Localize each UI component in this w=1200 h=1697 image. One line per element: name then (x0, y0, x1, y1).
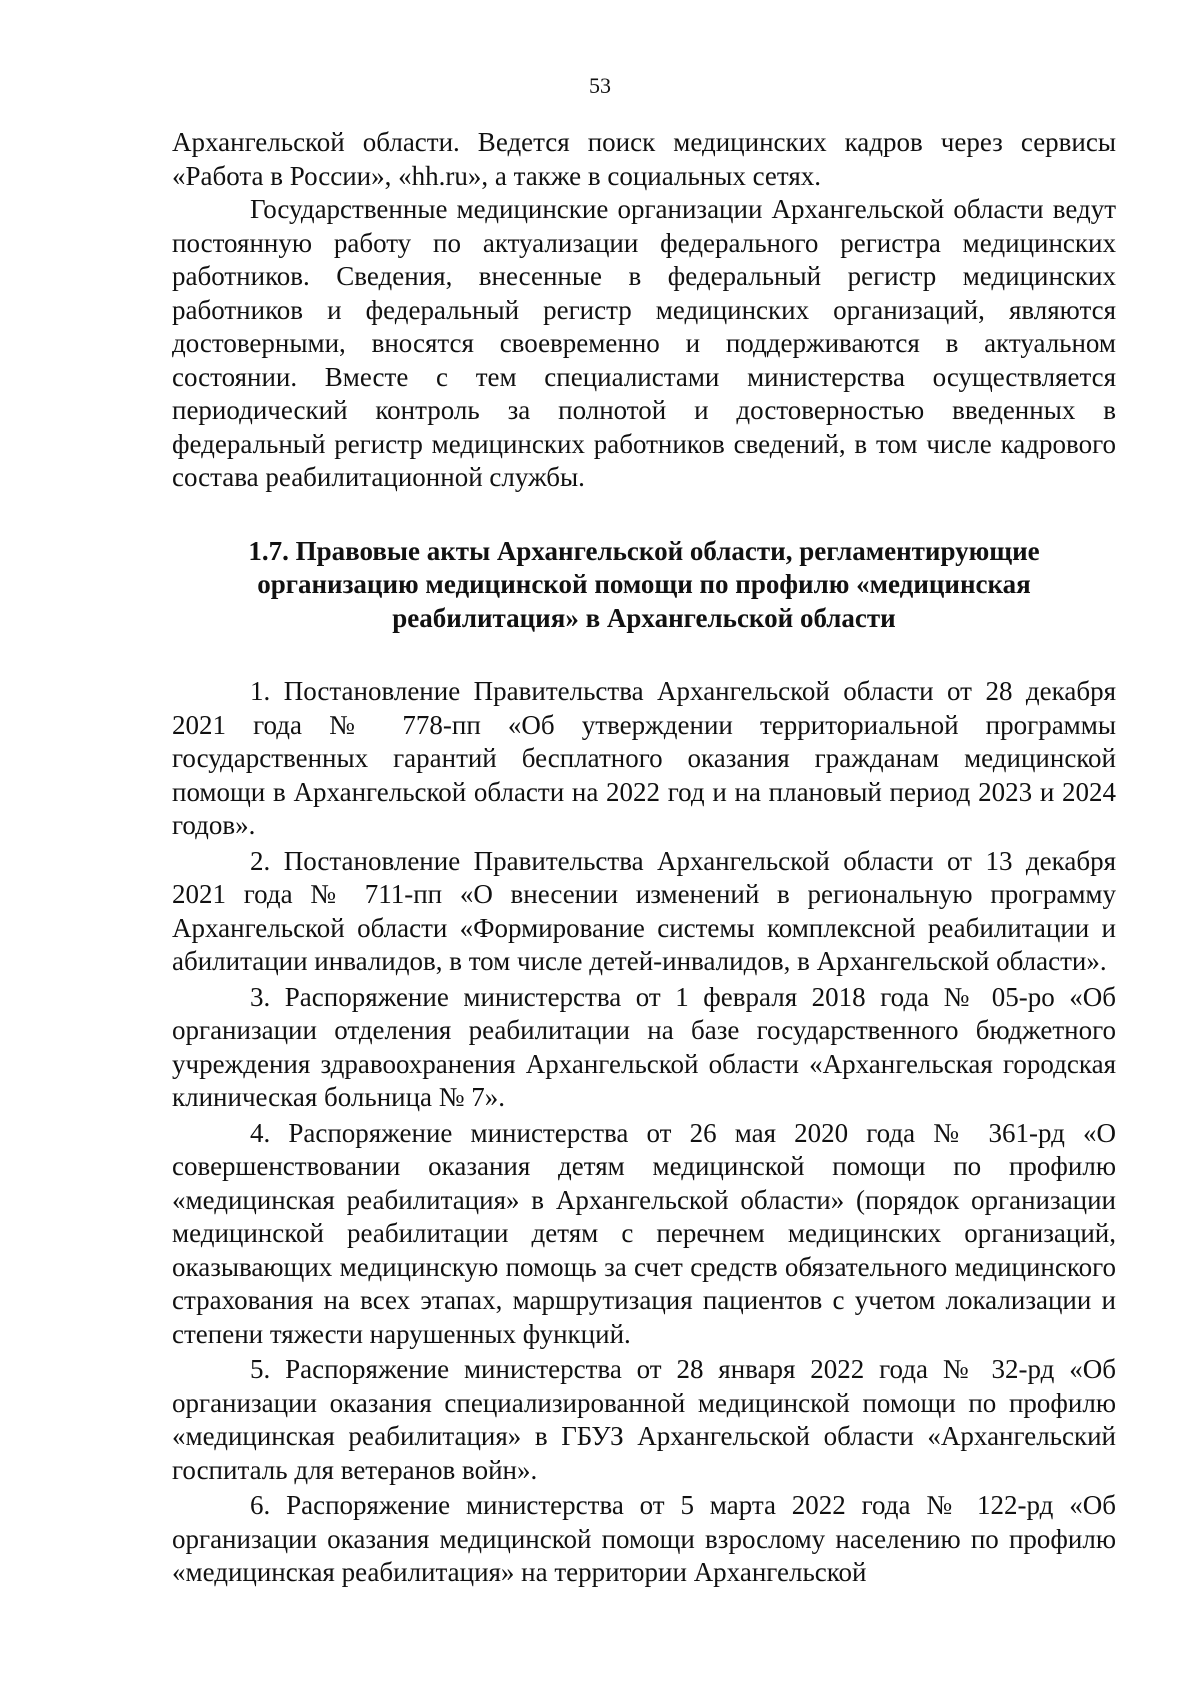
continuation-paragraph: Архангельской области. Ведется поиск медицинских кадров через сервисы «Работа в России», «hh.ru», а также в социальных сетях. (172, 127, 1116, 191)
legal-act-item-4: 4. Распоряжение министерства от 26 мая 2020 года № 361-рд «О совершенствовании оказания детям медицинской помощи по профилю «медицинская реабилитация» в Архангельской области» (порядок организации медицинской реабилитации детям с перечнем медицинских организаций, оказывающих медицинскую помощь за счет средств обязательного медицинского страхования на всех этапах, маршрутизация пациентов с учетом локализации и степени тяжести нарушенных функций. (172, 1117, 1116, 1349)
page-content (172, 126, 1116, 1592)
legal-act-item-2: 2. Постановление Правительства Архангельской области от 13 декабря 2021 года № 711-пп «О внесении изменений в региональную программу Архангельской области «Формирование системы комплексной реабилитации и абилитации инвалидов, в том числе детей-инвалидов, в Архангельской области». (172, 845, 1116, 976)
page-number: 53 (589, 73, 611, 98)
section-heading-line: 1.7. Правовые акты Архангельской области, регламентирующие (248, 535, 1040, 566)
legal-act-item-5: 5. Распоряжение министерства от 28 января 2022 года № 32-рд «Об организации оказания специализированной медицинской помощи по профилю «медицинская реабилитация» в ГБУЗ Архангельской области «Архангельский госпиталь для ветеранов войн». (172, 1354, 1116, 1485)
legal-act-item-6: 6. Распоряжение министерства от 5 марта 2022 года № 122-рд «Об организации оказания медицинской помощи взрослому населению по профилю «медицинская реабилитация» на территории Архангельской (172, 1490, 1116, 1587)
section-heading (172, 535, 1116, 636)
section-heading-line: организацию медицинской помощи по профилю «медицинская (257, 569, 1031, 599)
legal-act-item-3: 3. Распоряжение министерства от 1 февраля 2018 года № 05-ро «Об организации отделения реабилитации на базе государственного бюджетного учреждения здравоохранения Архангельской области «Архангельская городская клиническая больница № 7». (172, 981, 1116, 1112)
section-heading-line: реабилитация» в Архангельской области (392, 602, 896, 633)
registry-paragraph: Государственные медицинские организации Архангельской области ведут постоянную работу по актуализации федерального регистра медицинских работников. Сведения, внесенные в федеральный регистр медицинских работников и федеральный регистр медицинских организаций, являются достоверными, вносятся своевременно и поддерживаются в актуальном состоянии. Вместе с тем специалистами министерства осуществляется периодический контроль за полнотой и достоверностью введенных в федеральный регистр медицинских работников сведений, в том числе кадрового состава реабилитационной службы. (172, 194, 1116, 492)
legal-act-item-1: 1. Постановление Правительства Архангельской области от 28 декабря 2021 года № 778-пп «Об утверждении территориальной программы государственных гарантий бесплатного оказания гражданам медицинской помощи в Архангельской области на 2022 год и на плановый период 2023 и 2024 годов». (172, 676, 1116, 840)
